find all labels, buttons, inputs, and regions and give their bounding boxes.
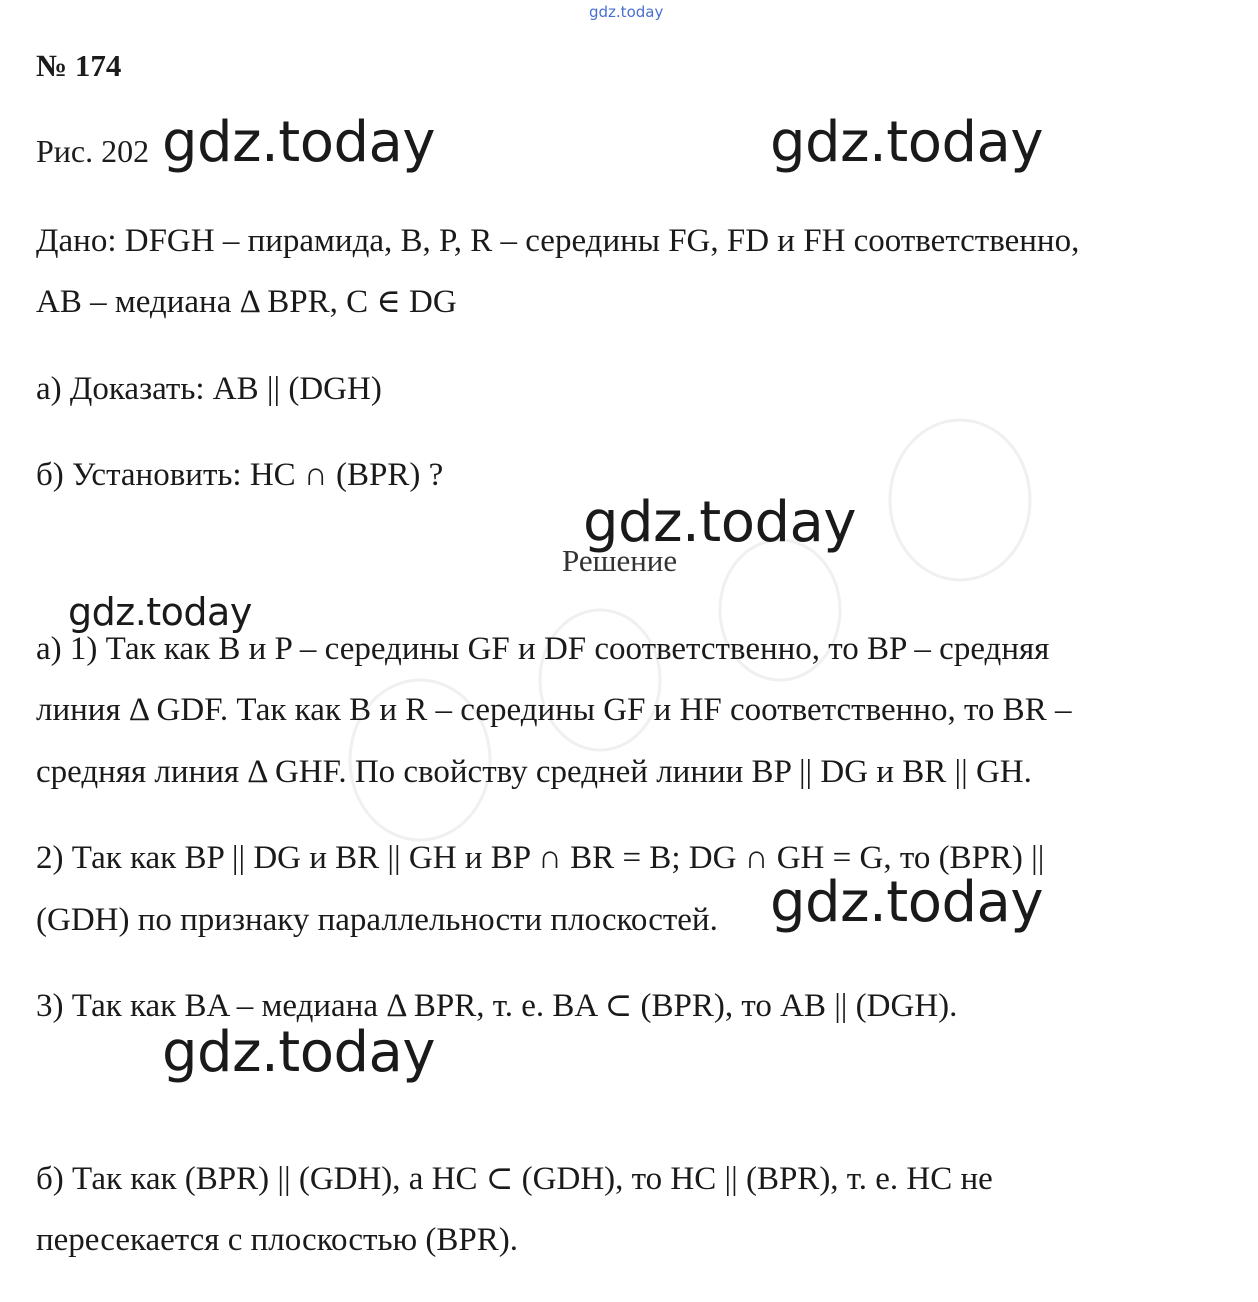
- watermark: gdz.today: [770, 110, 1044, 175]
- solution-a-step1-line3: средняя линия Δ GHF. По свойству средней линии BP || DG и BR || GH.: [36, 754, 1032, 790]
- given-line-2: AB – медиана Δ BPR, C ∈ DG: [36, 284, 457, 320]
- top-watermark: gdz.today: [589, 3, 664, 21]
- given-line-1: Дано: DFGH – пирамида, B, P, R – середины FG, FD и FH соответственно,: [36, 223, 1080, 259]
- solution-a-step1-line2: линия Δ GDF. Так как B и R – середины GF и HF соответственно, то BR –: [36, 692, 1072, 728]
- solution-heading: Решение: [562, 543, 678, 578]
- watermark: gdz.today: [583, 490, 857, 555]
- watermark: gdz.today: [68, 590, 252, 634]
- watermark: gdz.today: [162, 1020, 436, 1085]
- task-b: б) Установить: HC ∩ (BPR) ?: [36, 457, 444, 493]
- solution-b-line1: б) Так как (BPR) || (GDH), а HC ⊂ (GDH), то HC || (BPR), т. е. HC не: [36, 1161, 993, 1197]
- solution-a-step3: 3) Так как BA – медиана Δ BPR, т. е. BA ⊂ (BPR), то AB || (DGH).: [36, 988, 958, 1024]
- solution-a-step2-line1: 2) Так как BP || DG и BR || GH и BP ∩ BR = B; DG ∩ GH = G, то (BPR) ||: [36, 840, 1045, 876]
- figure-reference: Рис. 202: [36, 133, 150, 169]
- solution-a-step2-line2: (GDH) по признаку параллельности плоскостей.: [36, 902, 718, 938]
- solution-b-line2: пересекается с плоскостью (BPR).: [36, 1222, 518, 1258]
- watermark: gdz.today: [770, 870, 1044, 935]
- task-a: а) Доказать: AB || (DGH): [36, 371, 382, 407]
- solution-a-step1-line1: а) 1) Так как B и P – середины GF и DF соответственно, то BP – средняя: [36, 631, 1050, 667]
- watermark: gdz.today: [162, 110, 436, 175]
- problem-number: № 174: [36, 48, 122, 83]
